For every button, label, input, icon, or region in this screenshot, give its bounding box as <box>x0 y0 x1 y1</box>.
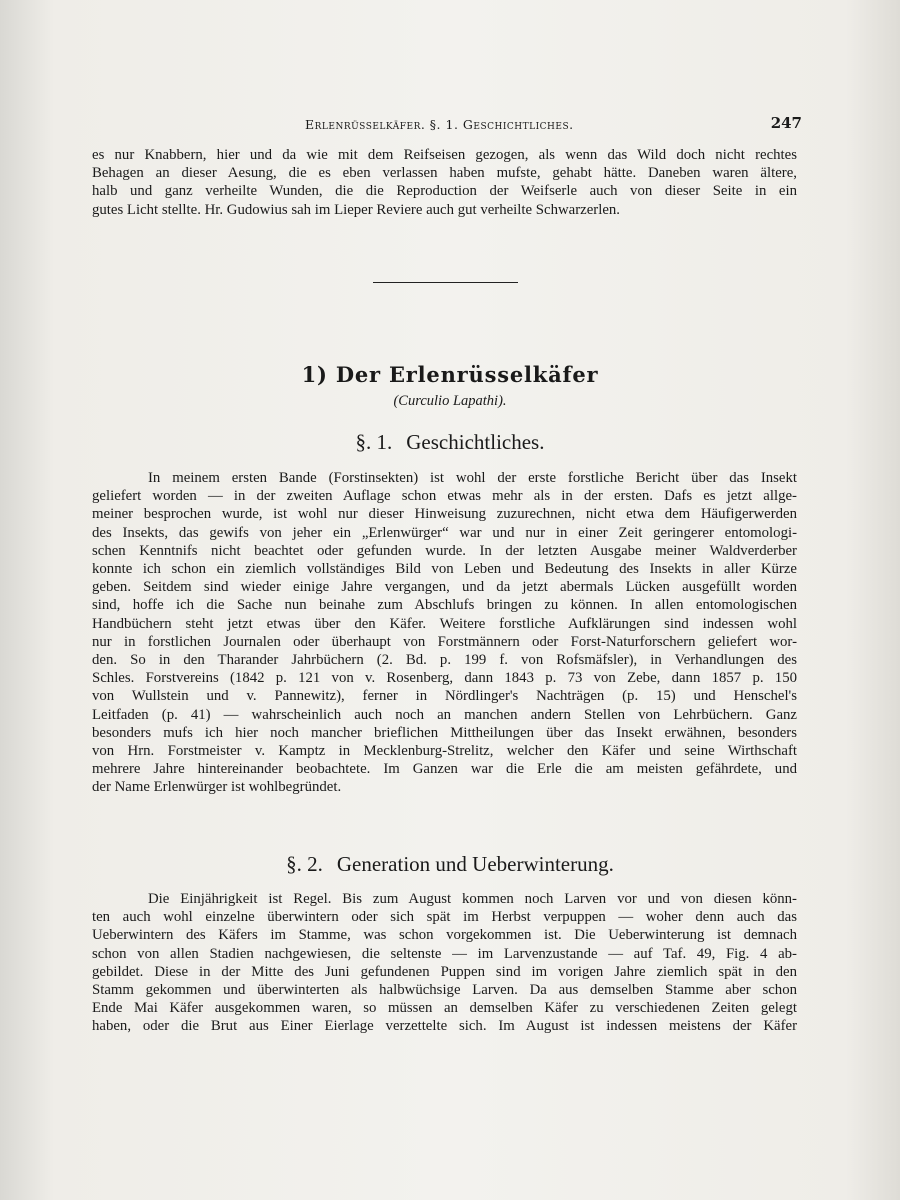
text-line: gutes Licht stellte. Hr. Gudowius sah im Lieper Reviere auch gut verheilte Schwarzerlen. <box>92 201 620 218</box>
section-1-body <box>92 469 797 797</box>
text-line: von Hrn. Forstmeister v. Kamptz in Mecklenburg-Strelitz, welcher den Käfer und seine Wirthschaft <box>92 743 797 760</box>
section-number: §. 1. <box>355 430 393 454</box>
text-line: es nur Knabbern, hier und da wie mit dem Reifseisen gezogen, als wenn das Wild doch nicht rechtes <box>92 147 797 163</box>
text-line: schen Kenntnifs nicht beachtet oder gefunden wurde. In der letzten Ausgabe meiner Waldverderber <box>92 542 797 559</box>
text-line: halb und ganz verheilte Wunden, die die Reproduction der Weifserle auch von dieser Seite in ein <box>92 183 797 200</box>
chapter-title: 1) Der Erlenrüsselkäfer <box>301 362 599 387</box>
text-line: Stamm gekommen und überwinterten als halbwüchsige Larven. Da aus demselben Stamme aber schon <box>92 982 797 999</box>
text-line: geben. Seitdem sind wieder einige Jahre vergangen, und da jetzt abermals Lücken ausgefüllt worden <box>92 579 797 596</box>
text-line: In meinem ersten Bande (Forstinsekten) ist wohl der erste forstliche Bericht über das Insekt <box>148 470 797 486</box>
text-line: des Insekts, das gewifs von jeher ein „Erlenwürger“ war und nur in einer Zeit geringerer entomologi- <box>92 524 797 541</box>
text-line: der Name Erlenwürger ist wohlbegründet. <box>92 779 342 796</box>
text-line: Schles. Forstvereins (1842 p. 121 von v. Rosenberg, dann 1843 p. 73 von Zebe, dann 1857 p. 150 <box>92 670 797 687</box>
text-line: meiner besprochen wurde, ist wohl nur dieser Hinweisung zuzurechnen, nicht etwa dem Häufigerwerden <box>92 506 797 523</box>
text-line: den. So in den Tharander Jahrbüchern (2. Bd. p. 199 f. von Rofsmäfsler), in Verhandlungen des <box>92 652 797 669</box>
species-name <box>0 393 900 410</box>
text-line: Handbüchern steht jetzt etwas über den Käfer. Weitere forstliche Aufklärungen sind indessen wohl <box>92 615 797 632</box>
text-line: Behagen an dieser Aesung, die es eben verlassen haben mufste, gehabt hätte. Daneben waren ältere, <box>92 165 797 182</box>
text-line: von Wullstein und v. Pannewitz), ferner in Nördlinger's Nachträgen (p. 15) und Henschel's <box>92 688 797 705</box>
text-line: Leitfaden (p. 41) — wahrscheinlich auch noch an manchen andern Stellen von Lehrbüchern. Ganz <box>92 706 797 723</box>
text-line: Die Einjährigkeit ist Regel. Bis zum August kommen noch Larven vor und von diesen könn- <box>148 891 797 907</box>
page-header <box>92 114 802 138</box>
text-line: geliefert worden — in der zweiten Auflage schon etwas mehr als in der ersten. Dafs es jetzt allge- <box>92 488 797 505</box>
text-line: ten auch wohl einzelne überwintern oder sich spät im Herbst verpuppen — woher denn auch das <box>92 909 797 926</box>
section-divider <box>373 282 518 283</box>
intro-paragraph <box>92 146 797 219</box>
section-number: §. 2. <box>286 852 323 876</box>
text-line: gebildet. Diese in der Mitte des Juni gefundenen Puppen sind im vorigen Jahre ziemlich spät in den <box>92 963 797 980</box>
section-title: Generation und Ueberwinterung. <box>336 852 614 876</box>
section-2-body <box>92 890 797 1036</box>
text-line: konnte ich schon ein ziemlich vollständiges Bild von Leben und Bedeutung des Insekts in aller Kürze <box>92 561 797 578</box>
text-line: mehrere Jahre hintereinander beobachtete. Im Ganzen war die Erle die am meisten gefährdete, und <box>92 761 797 778</box>
species-name-text: (Curculio Lapathi). <box>393 393 507 409</box>
text-line: besonders mufs ich hier noch mancher brieflichen Mittheilungen über das Insekt erwähnen, besonders <box>92 724 797 741</box>
section-1-heading <box>0 430 900 455</box>
page-number: 247 <box>770 114 802 132</box>
text-line: sind, hoffe ich die Sache nun beinahe zum Abschlufs bringen zu können. In allen entomologischen <box>92 597 797 614</box>
text-line: Ende Mai Käfer ausgekommen waren, so müssen an demselben Käfer zu verschiedenen Zeiten gelegt <box>92 1000 797 1017</box>
text-line: Ueberwintern des Käfers im Stamme, was schon vorgekommen ist. Die Ueberwinterung ist demnach <box>92 927 797 944</box>
text-line: schon von allen Stadien nachgewiesen, die seltenste — im Larvenzustande — auf Taf. 49, Fig. 4 ab- <box>92 945 797 962</box>
running-head: Erlenrüsselkäfer. §. 1. Geschichtliches. <box>305 117 574 132</box>
section-2-heading <box>0 852 900 877</box>
section-title: Geschichtliches. <box>406 430 545 454</box>
text-line: nur in forstlichen Journalen oder überhaupt von Forstmännern oder Forst-Naturforschern geliefert wor- <box>92 633 797 650</box>
text-line: haben, oder die Brut aus Einer Eierlage verzettelte sich. Im August ist indessen meistens der Käfer <box>92 1018 797 1035</box>
